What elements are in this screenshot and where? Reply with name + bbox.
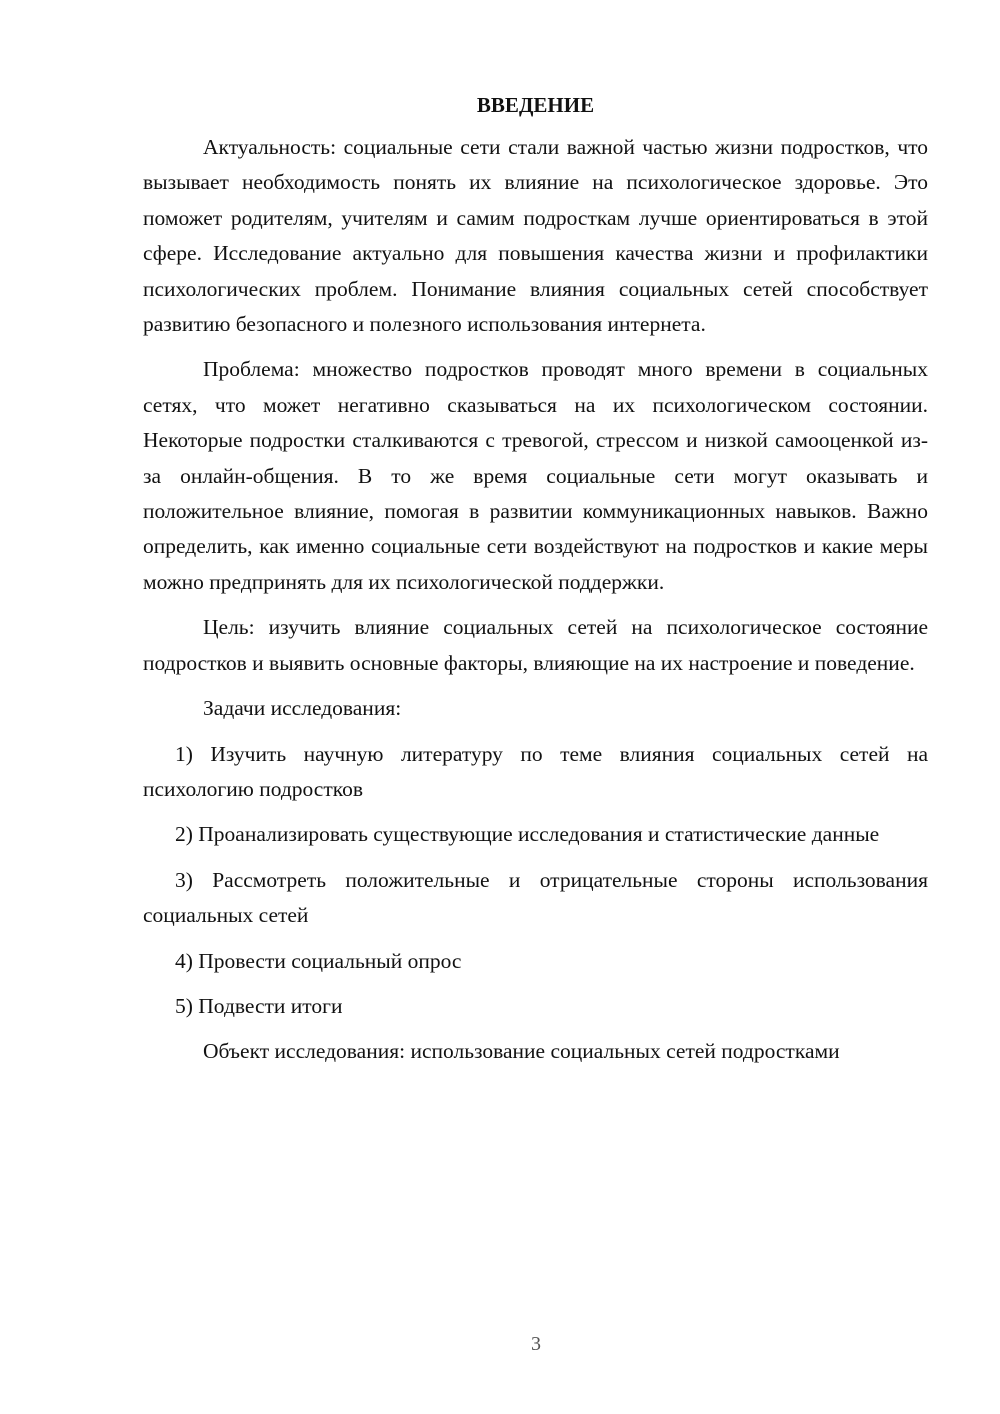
tasks-heading: Задачи исследования: xyxy=(203,696,402,721)
paragraph-object: Объект исследования: использование социальных сетей подростками xyxy=(203,1039,840,1064)
page-content xyxy=(143,90,928,1080)
task-item-3: 3) Рассмотреть положительные и отрицательные стороны использования социальных сетей xyxy=(143,867,928,928)
page-number: 3 xyxy=(531,1333,541,1355)
task-item-1: 1) Изучить научную литературу по теме влияния социальных сетей на психологию подростков xyxy=(143,741,928,801)
task-item-2: 2) Проанализировать существующие исследования и статистические данные xyxy=(175,822,880,847)
paragraph-relevance: Актуальность: социальные сети стали важной частью жизни подростков, что вызывает необходимость понять их влияние на психологическое здоровье. Это поможет родителям, учителям и самим подросткам лучше ориентироваться в этой сфере. Исследование актуально для повышения качества жизни и профилактики психологических проблем. Понимание влияния социальных сетей способствует развитию безопасного и полезного использования интернета. xyxy=(143,135,928,337)
task-item-4: 4) Провести социальный опрос xyxy=(175,948,462,973)
paragraph-goal: Цель: изучить влияние социальных сетей на психологическое состояние подростков и выявить основные факторы, влияющие на их настроение и поведение. xyxy=(143,615,928,675)
paragraph-problem: Проблема: множество подростков проводят много времени в социальных сетях, что может негативно сказываться на их психологическом состоянии. Некоторые подростки сталкиваются с тревогой, стрессом и низкой самооценкой из-за онлайн-общения. В то же время социальные сети могут оказывать и положительное влияние, помогая в развитии коммуникационных навыков. Важно определить, как именно социальные сети воздействуют на подростков и какие меры можно предпринять для их психологической поддержки. xyxy=(143,357,928,594)
task-item-5: 5) Подвести итоги xyxy=(175,993,343,1018)
page-title: ВВЕДЕНИЕ xyxy=(476,93,595,117)
